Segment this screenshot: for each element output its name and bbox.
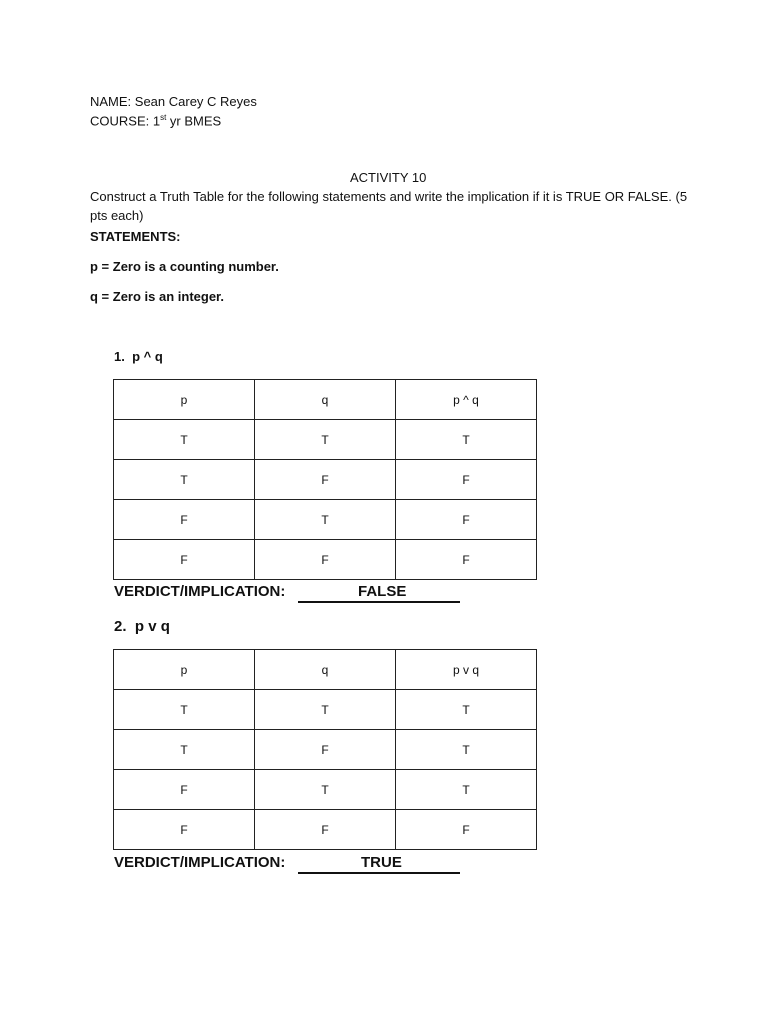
table-row	[114, 730, 537, 770]
table-cell: T	[255, 500, 396, 540]
table-cell: T	[396, 730, 537, 770]
problem-2-heading	[114, 618, 170, 635]
table-cell: F	[255, 730, 396, 770]
table-cell: F	[255, 460, 396, 500]
table-cell: T	[255, 420, 396, 460]
table-cell: T	[396, 420, 537, 460]
course-suffix: yr BMES	[166, 113, 222, 129]
table-row	[114, 420, 537, 460]
truth-table-2	[113, 649, 537, 850]
header-cell: p	[114, 650, 255, 690]
table-row	[114, 810, 537, 850]
statements-heading: STATEMENTS:	[90, 229, 181, 244]
problem-expression: p v q	[134, 618, 170, 635]
header-cell: p ^ q	[396, 380, 537, 420]
statement-p: p = Zero is a counting number.	[90, 259, 279, 274]
table-cell: F	[255, 540, 396, 580]
table-cell: T	[396, 690, 537, 730]
verdict-value: FALSE	[358, 583, 407, 600]
problem-1-heading	[114, 349, 163, 364]
problem-number: 2.	[114, 618, 127, 635]
verdict-answer-line	[298, 854, 460, 874]
table-cell: T	[255, 690, 396, 730]
table-row	[114, 540, 537, 580]
instructions-line-2: pts each)	[90, 208, 144, 223]
statement-q: q = Zero is an integer.	[90, 289, 225, 304]
verdict-value: TRUE	[361, 854, 402, 871]
table-row	[114, 770, 537, 810]
table-cell: T	[255, 770, 396, 810]
table-cell: F	[114, 500, 255, 540]
table-header-row	[114, 650, 537, 690]
table-header-row	[114, 380, 537, 420]
student-name: NAME: Sean Carey C Reyes	[90, 94, 257, 109]
course-prefix: COURSE: 1	[90, 113, 161, 129]
table-cell: T	[114, 730, 255, 770]
table-cell: T	[114, 460, 255, 500]
activity-title: ACTIVITY 10	[350, 170, 427, 185]
header-cell: p	[114, 380, 255, 420]
header-cell: q	[255, 380, 396, 420]
header-cell: p v q	[396, 650, 537, 690]
problem-expression: p ^ q	[132, 349, 163, 364]
table-cell: F	[114, 540, 255, 580]
problem-number: 1.	[114, 349, 125, 364]
verdict-label: VERDICT/IMPLICATION:	[114, 854, 286, 871]
verdict-answer-line	[298, 583, 460, 603]
table-row	[114, 500, 537, 540]
table-cell: F	[396, 500, 537, 540]
table-row	[114, 460, 537, 500]
truth-table-1	[113, 379, 537, 580]
table-cell: F	[396, 460, 537, 500]
table-cell: F	[114, 770, 255, 810]
table-cell: T	[396, 770, 537, 810]
verdict-label: VERDICT/IMPLICATION:	[114, 583, 286, 600]
table-cell: T	[114, 690, 255, 730]
header-cell: q	[255, 650, 396, 690]
table-cell: F	[396, 540, 537, 580]
table-row	[114, 690, 537, 730]
table-cell: F	[255, 810, 396, 850]
instructions-line-1: Construct a Truth Table for the following statements and write the implication if it is TRUE OR FALSE. (5	[90, 189, 688, 204]
table-cell: F	[114, 810, 255, 850]
table-cell: T	[114, 420, 255, 460]
course-line	[90, 113, 221, 128]
course-superscript: st	[160, 113, 167, 122]
table-cell: F	[396, 810, 537, 850]
